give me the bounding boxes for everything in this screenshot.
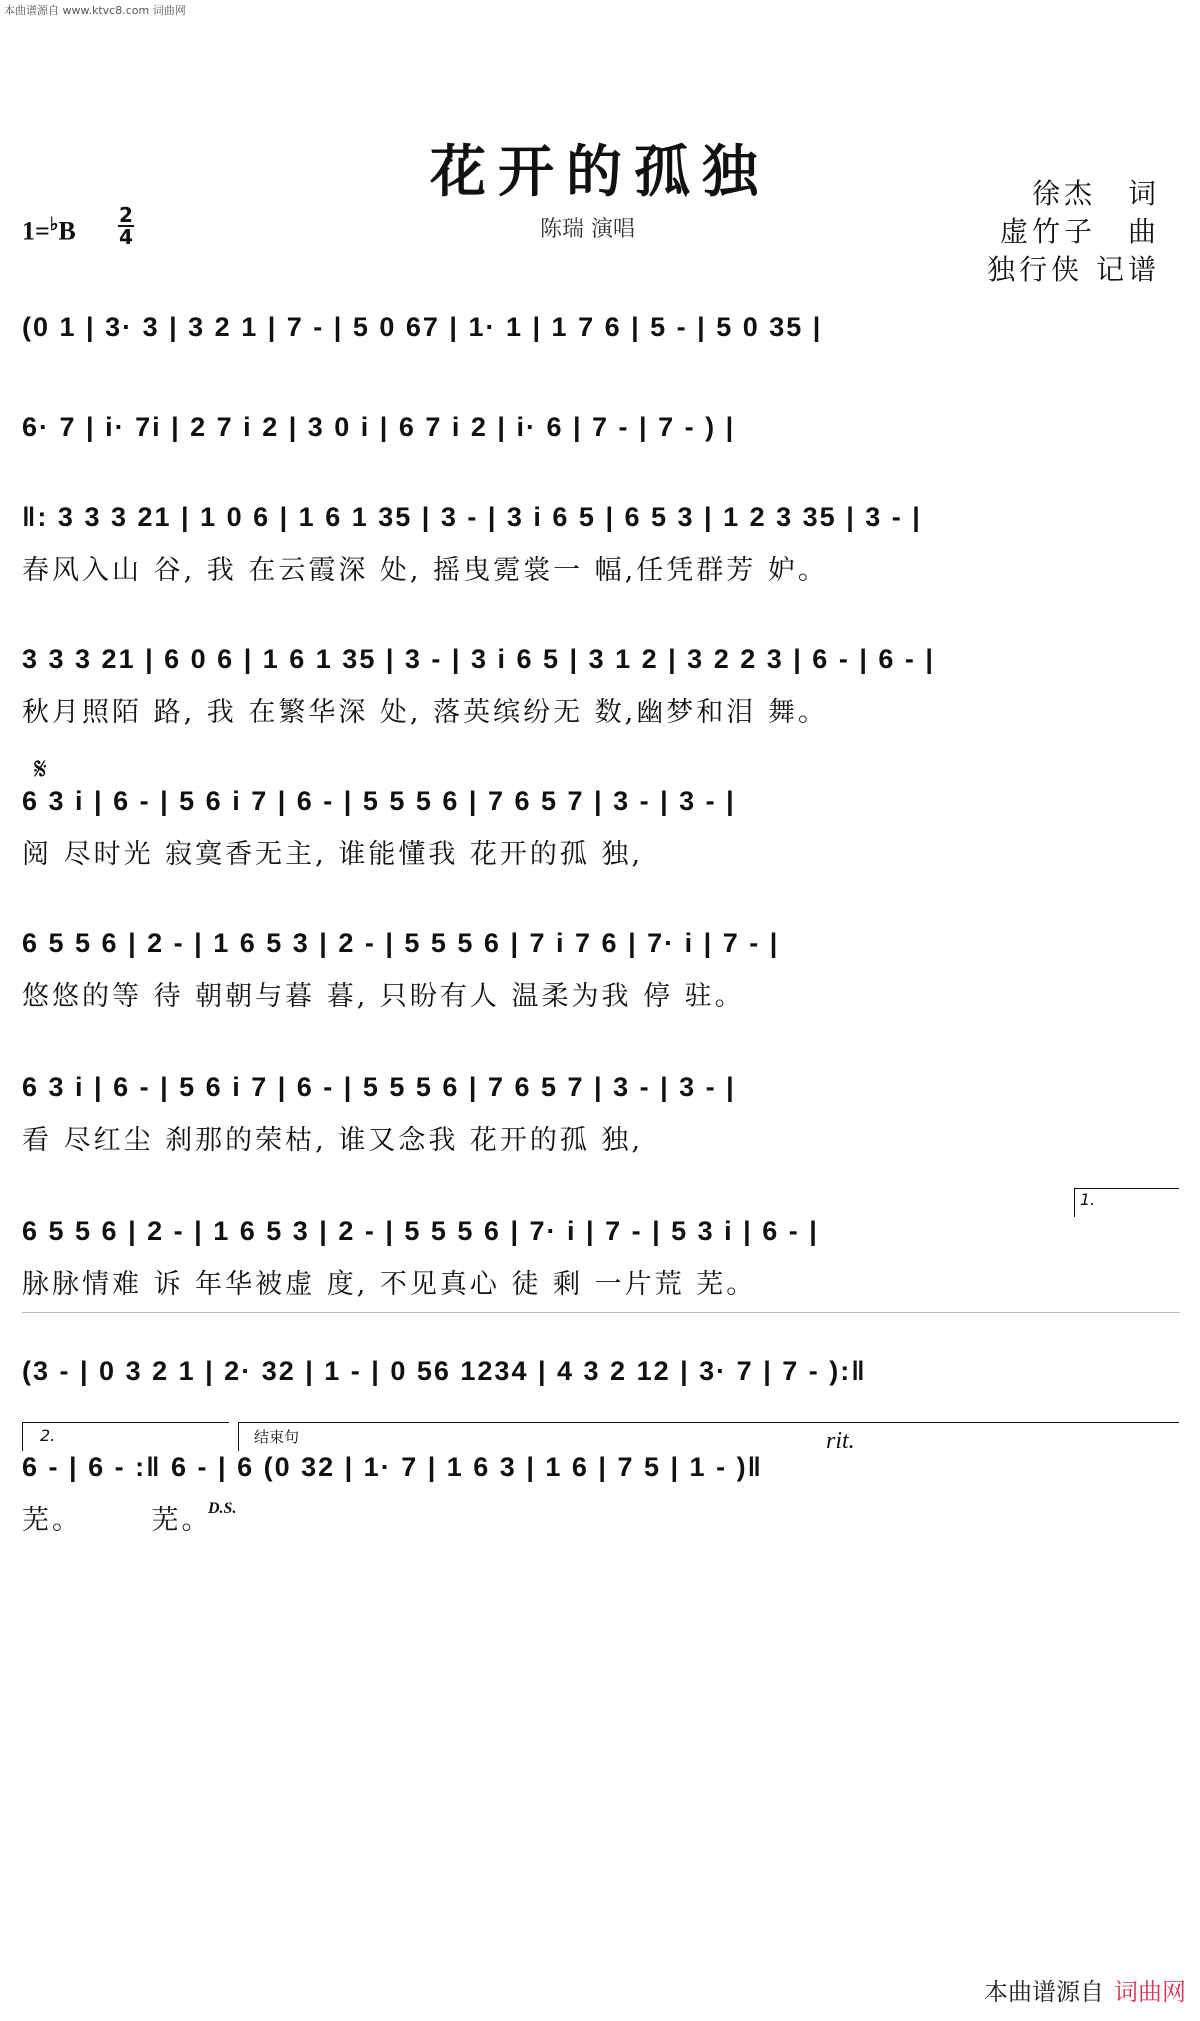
- coda-bracket: [238, 1422, 1179, 1451]
- time-signature: [118, 205, 134, 247]
- score-line-6-lyrics: 悠悠的等 待 朝朝与暮 暮, 只盼有人 温柔为我 停 驻。: [22, 981, 745, 1012]
- time-signature-bottom: 4: [119, 225, 133, 249]
- section-divider: [22, 1312, 1180, 1313]
- score-line-9-notes: (3 - | 0 3 2 1 | 2· 32 | 1 - | 0 56 1234 | 4 3 2 12 | 3· 7 | 7 - ):‖: [22, 1356, 867, 1386]
- key-note: B: [58, 216, 76, 246]
- flat-sign: ♭: [49, 214, 59, 234]
- watermark-bottom-text: 本曲谱源自: [984, 1978, 1104, 2006]
- score-line-5-lyrics: 阅 尽时光 寂寞香无主, 谁能懂我 花开的孤 独,: [22, 839, 644, 870]
- score-line-1-notes: (0 1 | 3· 3 | 3 2 1 | 7 - | 5 0 67 | 1· 1 | 1 7 6 | 5 - | 5 0 35 |: [22, 312, 823, 342]
- score-line-7-lyrics: 看 尽红尘 刹那的荣枯, 谁又念我 花开的孤 独,: [22, 1125, 644, 1156]
- score-line-5-notes: 6 3 i | 6 - | 5 6 i 7 | 6 - | 5 5 5 6 | 7 6 5 7 | 3 - | 3 - |: [22, 786, 736, 816]
- key-signature: [22, 214, 76, 247]
- score-line-8-lyrics: 脉脉情难 诉 年华被虚 度, 不见真心 徒 剩 一片荒 芜。: [22, 1269, 757, 1300]
- watermark-top: 本曲谱源自 www.ktvc8.com 词曲网: [4, 4, 186, 17]
- ending-section-label: 结束句: [254, 1428, 300, 1446]
- score-line-4-notes: 3 3 3 21 | 6 0 6 | 1 6 1 35 | 3 - | 3 i 6 5 | 3 1 2 | 3 2 2 3 | 6 - | 6 - |: [22, 644, 935, 674]
- score-line-6-notes: 6 5 5 6 | 2 - | 1 6 5 3 | 2 - | 5 5 5 6 | 7 i 7 6 | 7· i | 7 - |: [22, 928, 780, 958]
- score-line-7-notes: 6 3 i | 6 - | 5 6 i 7 | 6 - | 5 5 5 6 | 7 6 5 7 | 3 - | 3 - |: [22, 1072, 736, 1102]
- singer-credit: 陈瑞 演唱: [540, 217, 635, 242]
- score-line-3-notes: ‖: 3 3 3 21 | 1 0 6 | 1 6 1 35 | 3 - | 3 i 6 5 | 6 5 3 | 1 2 3 35 | 3 - |: [22, 502, 922, 532]
- dal-segno-marking: D.S.: [208, 1500, 237, 1517]
- second-ending-label: 2.: [40, 1426, 56, 1445]
- watermark-bottom: [984, 1972, 1186, 2007]
- first-ending-label: 1.: [1080, 1190, 1096, 1209]
- transcriber-credit: 独行侠 记谱: [987, 253, 1160, 286]
- key-prefix: 1=: [22, 216, 50, 246]
- song-title: 花开的孤独: [430, 139, 770, 205]
- watermark-bottom-brand: 词曲网: [1114, 1978, 1186, 2006]
- time-signature-top: 2: [119, 203, 133, 227]
- score-line-4-lyrics: 秋月照陌 路, 我 在繁华深 处, 落英缤纷无 数,幽梦和泪 舞。: [22, 697, 828, 728]
- composer-credit: 虚竹子 曲: [999, 215, 1160, 248]
- score-line-2-notes: 6· 7 | i· 7i | 2 7 i 2 | 3 0 i | 6 7 i 2 | i· 6 | 7 - | 7 - ) |: [22, 412, 736, 442]
- ritardando-marking: rit.: [826, 1428, 855, 1454]
- score-line-10-notes: 6 - | 6 - :‖ 6 - | 6 (0 32 | 1· 7 | 1 6 3 | 1 6 | 7 5 | 1 - )‖: [22, 1452, 763, 1482]
- score-line-8-notes: 6 5 5 6 | 2 - | 1 6 5 3 | 2 - | 5 5 5 6 | 7· i | 7 - | 5 3 i | 6 - |: [22, 1216, 819, 1246]
- lyricist-credit: 徐杰 词: [1031, 177, 1160, 210]
- segno-sign: 𝄋: [34, 752, 47, 787]
- score-line-10-lyrics: 芜。 芜。: [22, 1505, 212, 1536]
- score-line-3-lyrics: 春风入山 谷, 我 在云霞深 处, 摇曳霓裳一 幅,任凭群芳 妒。: [22, 555, 828, 586]
